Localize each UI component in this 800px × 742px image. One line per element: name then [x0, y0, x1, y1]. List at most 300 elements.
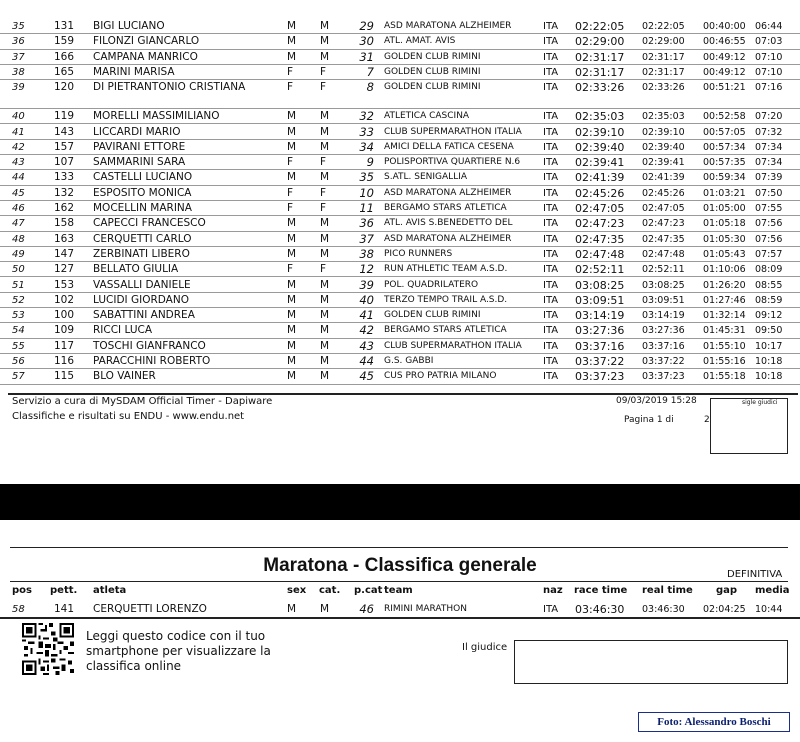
cell-cat: F — [320, 156, 327, 169]
cell-pcat: 44 — [359, 354, 374, 368]
cell-real-time: 02:47:48 — [642, 248, 685, 260]
cell-athlete: LICCARDI MARIO — [93, 125, 181, 138]
cell-gap: 01:05:43 — [703, 248, 746, 260]
cell-media: 08:55 — [755, 279, 783, 291]
cell-media: 10:18 — [755, 356, 783, 367]
table-row — [0, 369, 800, 384]
cell-sex: F — [287, 202, 294, 214]
table-row — [0, 80, 800, 109]
cell-pett: 117 — [53, 339, 74, 352]
cell-team: CUS PRO PATRIA MILANO — [384, 371, 497, 382]
cell-gap: 01:05:30 — [703, 233, 746, 245]
cell-sex: M — [287, 35, 297, 48]
cell-race-time: 03:14:19 — [575, 309, 625, 323]
header-real-time: real time — [642, 585, 693, 596]
cell-athlete: PARACCHINI ROBERTO — [93, 355, 211, 367]
header-naz: naz — [543, 585, 563, 596]
page-separator-bar — [0, 484, 800, 520]
cell-sex: F — [287, 81, 294, 94]
cell-pos: 36 — [12, 36, 25, 48]
cell-pcat: 9 — [366, 155, 374, 170]
cell-media: 07:56 — [755, 218, 783, 230]
cell-real-time: 03:37:22 — [642, 356, 685, 367]
table-row — [0, 339, 800, 354]
cell-pcat: 32 — [359, 109, 374, 124]
cell-naz: ITA — [543, 248, 559, 260]
table-row — [0, 278, 800, 293]
table-row — [0, 354, 800, 369]
cell-race-time: 03:27:36 — [575, 324, 625, 338]
cell-pcat: 37 — [359, 231, 374, 246]
cell-race-time: 03:37:16 — [575, 339, 625, 353]
cell-naz: ITA — [543, 340, 559, 352]
cell-naz: ITA — [543, 325, 559, 337]
cell-race-time: 02:22:05 — [575, 20, 625, 33]
cell-pos: 50 — [12, 264, 25, 276]
cell-media: 07:20 — [755, 111, 783, 123]
cell-naz: ITA — [543, 141, 559, 153]
cell-naz: ITA — [543, 51, 559, 63]
cell-sex: M — [287, 339, 297, 352]
cell-team: ATLETICA CASCINA — [384, 111, 470, 122]
cell-pett: 166 — [53, 50, 74, 63]
cell-gap: 00:49:12 — [703, 51, 746, 63]
cell-naz: ITA — [543, 203, 559, 214]
cell-team: GOLDEN CLUB RIMINI — [384, 51, 481, 62]
cell-athlete: SAMMARINI SARA — [93, 156, 186, 169]
cell-pos: 56 — [12, 356, 25, 367]
cell-pos: 46 — [12, 203, 25, 214]
cell-pcat: 39 — [359, 277, 374, 292]
cell-pos: 47 — [12, 218, 25, 230]
cell-athlete: BIGI LUCIANO — [93, 20, 165, 32]
status-label: DEFINITIVA — [727, 569, 783, 580]
cell-sex: M — [287, 140, 297, 153]
cell-sex: F — [287, 186, 294, 199]
cell-pcat: 30 — [359, 34, 374, 49]
header-race-time: race time — [574, 585, 628, 596]
cell-pos: 55 — [12, 340, 25, 352]
cell-gap: 00:51:21 — [703, 82, 746, 94]
cell-cat: M — [320, 339, 330, 352]
cell-real-time: 02:39:40 — [642, 141, 685, 153]
table-row — [0, 323, 800, 338]
cell-real-time: 02:39:10 — [642, 126, 685, 138]
cell-pos: 42 — [12, 141, 25, 153]
cell-pcat: 10 — [359, 185, 374, 200]
cell-real-time: 02:31:17 — [642, 66, 685, 78]
cell-athlete: FILONZI GIANCARLO — [93, 35, 200, 48]
cell-gap: 02:04:25 — [703, 604, 746, 615]
cell-naz: ITA — [543, 233, 559, 245]
cell-race-time: 02:45:26 — [575, 186, 625, 200]
table-row — [0, 216, 800, 231]
qr-instructions: Leggi questo codice con il tuo smartphone per visualizzare la classifica online — [86, 629, 271, 673]
cell-team: ASD MARATONA ALZHEIMER — [384, 21, 512, 31]
cell-cat: M — [320, 20, 330, 32]
cell-team: TERZO TEMPO TRAIL A.S.D. — [384, 294, 508, 305]
cell-naz: ITA — [543, 172, 559, 184]
cell-pcat: 45 — [359, 369, 374, 384]
cell-naz: ITA — [543, 356, 559, 367]
cell-pos: 37 — [12, 51, 25, 63]
cell-real-time: 02:47:23 — [642, 218, 685, 230]
cell-gap: 00:49:12 — [703, 66, 746, 78]
cell-pcat: 38 — [359, 246, 374, 261]
cell-team: S.ATL. SENIGALLIA — [384, 172, 468, 183]
cell-sex: M — [287, 370, 297, 383]
cell-real-time: 03:14:19 — [642, 310, 685, 322]
header-team: team — [384, 585, 413, 596]
cell-athlete: DI PIETRANTONIO CRISTIANA — [93, 81, 246, 94]
cell-pcat: 40 — [359, 292, 374, 307]
cell-pett: 132 — [53, 186, 74, 199]
cell-pcat: 36 — [359, 216, 374, 231]
cell-real-time: 03:37:16 — [642, 340, 685, 352]
footer-pagination — [624, 415, 710, 425]
cell-media: 07:32 — [755, 126, 783, 138]
header-pett: pett. — [50, 585, 78, 596]
cell-sex: M — [287, 355, 297, 367]
header-athlete: atleta — [93, 585, 127, 596]
cell-pett: 163 — [53, 232, 74, 245]
table-row — [0, 293, 800, 308]
cell-athlete: SABATTINI ANDREA — [93, 309, 195, 322]
cell-team: GOLDEN CLUB RIMINI — [384, 66, 481, 77]
table-row — [0, 65, 800, 80]
column-headers — [0, 585, 800, 599]
cell-team: ASD MARATONA ALZHEIMER — [384, 233, 512, 244]
cell-pos: 57 — [12, 371, 25, 383]
cell-pett: 107 — [53, 156, 74, 169]
cell-pett: 141 — [53, 603, 74, 615]
cell-race-time: 03:37:23 — [575, 370, 625, 384]
page-label: Pagina 1 di — [624, 415, 674, 425]
cell-pett: 119 — [53, 110, 74, 123]
cell-race-time: 02:47:23 — [575, 217, 625, 231]
header-cat: cat. — [319, 585, 341, 596]
cell-athlete: MARINI MARISA — [93, 65, 175, 78]
cell-sex: M — [287, 20, 297, 32]
cell-athlete: BLO VAINER — [93, 370, 156, 383]
cell-cat: M — [320, 370, 330, 383]
cell-pcat: 34 — [359, 139, 374, 154]
cell-media: 10:18 — [755, 371, 783, 383]
cell-media: 07:34 — [755, 157, 783, 169]
cell-athlete: MOCELLIN MARINA — [93, 202, 192, 214]
cell-pett: 120 — [53, 81, 74, 94]
cell-pcat: 8 — [366, 80, 374, 95]
cell-pcat: 31 — [359, 49, 374, 64]
cell-race-time: 02:41:39 — [575, 171, 625, 185]
cell-team: CLUB SUPERMARATHON ITALIA — [384, 126, 522, 137]
judge-signature-box — [514, 640, 788, 684]
cell-gap: 01:55:16 — [703, 356, 746, 367]
cell-gap: 01:10:06 — [703, 264, 746, 276]
cell-media: 09:12 — [755, 310, 783, 322]
cell-athlete: CERQUETTI CARLO — [93, 232, 192, 245]
cell-naz: ITA — [543, 36, 559, 48]
cell-gap: 01:05:18 — [703, 218, 746, 230]
cell-cat: M — [320, 603, 330, 615]
cell-race-time: 02:47:48 — [575, 247, 625, 261]
table-row — [0, 247, 800, 262]
cell-pos: 52 — [12, 294, 25, 306]
cell-real-time: 02:29:00 — [642, 36, 685, 48]
cell-real-time: 03:27:36 — [642, 325, 685, 337]
cell-pos: 43 — [12, 157, 25, 169]
cell-naz: ITA — [543, 604, 559, 615]
cell-real-time: 02:31:17 — [642, 51, 685, 63]
cell-pett: 131 — [53, 20, 74, 32]
cell-team: ASD MARATONA ALZHEIMER — [384, 187, 512, 198]
cell-sex: M — [287, 603, 297, 615]
cell-cat: F — [320, 186, 327, 199]
cell-cat: M — [320, 140, 330, 153]
cell-team: RIMINI MARATHON — [384, 604, 467, 614]
cell-naz: ITA — [543, 66, 559, 78]
cell-real-time: 02:47:35 — [642, 233, 685, 245]
cell-naz: ITA — [543, 279, 559, 291]
cell-athlete: CERQUETTI LORENZO — [93, 603, 207, 615]
cell-pos: 53 — [12, 310, 25, 322]
footer-divider — [8, 393, 798, 395]
cell-gap: 01:55:10 — [703, 340, 746, 352]
table-row — [0, 140, 800, 155]
cell-gap: 01:05:00 — [703, 203, 746, 214]
cell-pcat: 41 — [359, 308, 374, 323]
cell-team: CLUB SUPERMARATHON ITALIA — [384, 340, 522, 351]
cell-athlete: ESPOSITO MONICA — [93, 186, 192, 199]
table-row — [0, 201, 800, 216]
cell-real-time: 03:09:51 — [642, 294, 685, 306]
cell-media: 07:10 — [755, 51, 783, 63]
page2-top-rule — [10, 547, 788, 548]
cell-gap: 00:40:00 — [703, 21, 746, 32]
cell-naz: ITA — [543, 310, 559, 322]
cell-race-time: 02:31:17 — [575, 65, 625, 79]
cell-athlete: CAPECCI FRANCESCO — [93, 217, 206, 230]
cell-cat: M — [320, 35, 330, 48]
cell-real-time: 02:41:39 — [642, 172, 685, 184]
cell-pos: 45 — [12, 187, 25, 199]
page2 — [0, 520, 800, 742]
cell-real-time: 02:22:05 — [642, 21, 685, 32]
footer-date: 09/03/2019 15:28 — [616, 396, 697, 406]
cell-pcat: 11 — [359, 201, 374, 215]
cell-naz: ITA — [543, 82, 559, 94]
cell-pos: 41 — [12, 126, 25, 138]
cell-cat: M — [320, 125, 330, 138]
cell-pett: 147 — [53, 247, 74, 260]
cell-gap: 00:57:05 — [703, 126, 746, 138]
cell-pcat: 42 — [359, 323, 374, 338]
cell-real-time: 02:33:26 — [642, 82, 685, 94]
cell-athlete: CASTELLI LUCIANO — [93, 171, 193, 184]
cell-sex: M — [287, 50, 297, 63]
cell-gap: 01:27:46 — [703, 294, 746, 306]
cell-sex: M — [287, 110, 297, 123]
cell-cat: F — [320, 202, 327, 214]
cell-cat: M — [320, 355, 330, 367]
cell-athlete: ZERBINATI LIBERO — [93, 247, 190, 260]
header-pos: pos — [12, 585, 32, 596]
cell-pett: 165 — [53, 65, 74, 78]
page-total: 2 — [704, 415, 710, 425]
header-pcat: p.cat — [354, 585, 383, 596]
table-row — [0, 155, 800, 170]
cell-media: 10:44 — [755, 604, 783, 615]
cell-sex: M — [287, 125, 297, 138]
cell-race-time: 02:31:17 — [575, 50, 625, 64]
cell-naz: ITA — [543, 294, 559, 306]
cell-real-time: 02:45:26 — [642, 187, 685, 199]
cell-naz: ITA — [543, 264, 559, 276]
table-row — [0, 34, 800, 49]
cell-media: 07:34 — [755, 141, 783, 153]
cell-naz: ITA — [543, 371, 559, 383]
cell-media: 07:50 — [755, 187, 783, 199]
cell-pett: 127 — [53, 263, 74, 276]
judges-initials-label: sigle giudici — [742, 399, 778, 406]
cell-athlete: PAVIRANI ETTORE — [93, 140, 186, 153]
cell-gap: 01:45:31 — [703, 325, 746, 337]
cell-sex: M — [287, 293, 297, 306]
cell-pos: 40 — [12, 111, 25, 123]
cell-real-time: 02:52:11 — [642, 264, 685, 276]
cell-team: BERGAMO STARS ATLETICA — [384, 203, 507, 213]
photo-credit: Foto: Alessandro Boschi — [638, 712, 790, 732]
header-gap: gap — [716, 585, 738, 596]
header-media: media — [755, 585, 790, 596]
cell-cat: M — [320, 217, 330, 230]
table-row — [0, 186, 800, 201]
cell-pett: 157 — [53, 140, 74, 153]
cell-race-time: 02:29:00 — [575, 35, 625, 49]
cell-race-time: 02:39:10 — [575, 125, 625, 139]
cell-cat: M — [320, 309, 330, 322]
cell-sex: M — [287, 278, 297, 291]
cell-athlete: RICCI LUCA — [93, 324, 153, 337]
cell-athlete: MORELLI MASSIMILIANO — [93, 110, 220, 123]
cell-media: 07:10 — [755, 66, 783, 78]
cell-pett: 133 — [53, 171, 74, 184]
cell-race-time: 02:47:05 — [575, 202, 625, 215]
cell-pos: 48 — [12, 233, 25, 245]
cell-media: 06:44 — [755, 21, 783, 32]
cell-pcat: 43 — [359, 338, 374, 353]
table-row — [0, 232, 800, 247]
cell-media: 07:16 — [755, 82, 783, 94]
cell-pos: 51 — [12, 279, 25, 291]
judges-initials-box — [710, 398, 788, 454]
table-row — [0, 262, 800, 277]
cell-gap: 00:46:55 — [703, 36, 746, 48]
cell-cat: F — [320, 81, 327, 94]
cell-athlete: CAMPANA MANRICO — [93, 50, 198, 63]
cell-team: PICO RUNNERS — [384, 248, 453, 259]
cell-sex: M — [287, 217, 297, 230]
cell-race-time: 02:47:35 — [575, 232, 625, 246]
cell-sex: F — [287, 65, 294, 78]
cell-team: POL. QUADRILATERO — [384, 279, 479, 290]
cell-team: GOLDEN CLUB RIMINI — [384, 82, 481, 93]
table-row — [0, 125, 800, 140]
cell-cat: M — [320, 50, 330, 63]
cell-media: 07:56 — [755, 233, 783, 245]
cell-real-time: 03:37:23 — [642, 371, 685, 383]
cell-media: 10:17 — [755, 340, 783, 352]
judge-label: Il giudice — [462, 642, 508, 653]
cell-team: G.S. GABBI — [384, 356, 434, 366]
cell-race-time: 03:37:22 — [575, 355, 625, 368]
cell-real-time: 02:39:41 — [642, 157, 685, 169]
cell-pos: 39 — [12, 82, 25, 94]
footer-results-link: Classifiche e risultati su ENDU - www.endu.net — [12, 411, 245, 422]
table-row — [0, 19, 800, 34]
cell-naz: ITA — [543, 157, 559, 169]
cell-pos: 44 — [12, 172, 25, 184]
cell-pcat: 7 — [366, 64, 374, 79]
cell-race-time: 03:46:30 — [575, 603, 625, 616]
cell-cat: M — [320, 324, 330, 337]
cell-pett: 162 — [53, 202, 74, 214]
header-sex: sex — [287, 585, 307, 596]
cell-pett: 158 — [53, 217, 74, 230]
cell-race-time: 02:39:41 — [575, 156, 625, 170]
cell-pett: 153 — [53, 278, 74, 291]
cell-pos: 38 — [12, 66, 25, 78]
cell-pos: 54 — [12, 325, 25, 337]
cell-real-time: 03:08:25 — [642, 279, 685, 291]
table-row — [0, 602, 800, 619]
cell-pcat: 46 — [359, 602, 374, 616]
cell-race-time: 02:35:03 — [575, 110, 625, 124]
page2-title: Maratona - Classifica generale — [263, 555, 537, 576]
cell-team: RUN ATHLETIC TEAM A.S.D. — [384, 264, 508, 275]
cell-real-time: 03:46:30 — [642, 604, 685, 615]
cell-gap: 01:03:21 — [703, 187, 746, 199]
cell-pcat: 33 — [359, 124, 374, 139]
cell-pett: 116 — [53, 355, 74, 367]
cell-team: AMICI DELLA FATICA CESENA — [384, 141, 514, 152]
cell-sex: M — [287, 247, 297, 260]
cell-gap: 00:57:34 — [703, 141, 746, 153]
cell-cat: F — [320, 65, 327, 78]
header-rule — [10, 581, 788, 582]
cell-athlete: VASSALLI DANIELE — [93, 278, 191, 291]
cell-pett: 115 — [53, 370, 74, 383]
cell-naz: ITA — [543, 126, 559, 138]
cell-race-time: 03:08:25 — [575, 278, 625, 292]
cell-cat: M — [320, 171, 330, 184]
cell-gap: 00:52:58 — [703, 111, 746, 123]
cell-cat: F — [320, 263, 327, 276]
cell-team: BERGAMO STARS ATLETICA — [384, 325, 507, 336]
table-row — [0, 50, 800, 65]
cell-naz: ITA — [543, 187, 559, 199]
cell-team: POLISPORTIVA QUARTIERE N.6 — [384, 157, 521, 168]
cell-gap: 00:59:34 — [703, 172, 746, 184]
table-row — [0, 109, 800, 124]
footer-service: Servizio a cura di MySDAM Official Timer - Dapiware — [12, 396, 273, 407]
cell-cat: M — [320, 278, 330, 291]
cell-real-time: 02:35:03 — [642, 111, 685, 123]
cell-pos: 49 — [12, 248, 25, 260]
cell-gap: 01:55:18 — [703, 371, 746, 383]
cell-media: 07:03 — [755, 36, 783, 48]
cell-race-time: 02:52:11 — [575, 263, 625, 277]
